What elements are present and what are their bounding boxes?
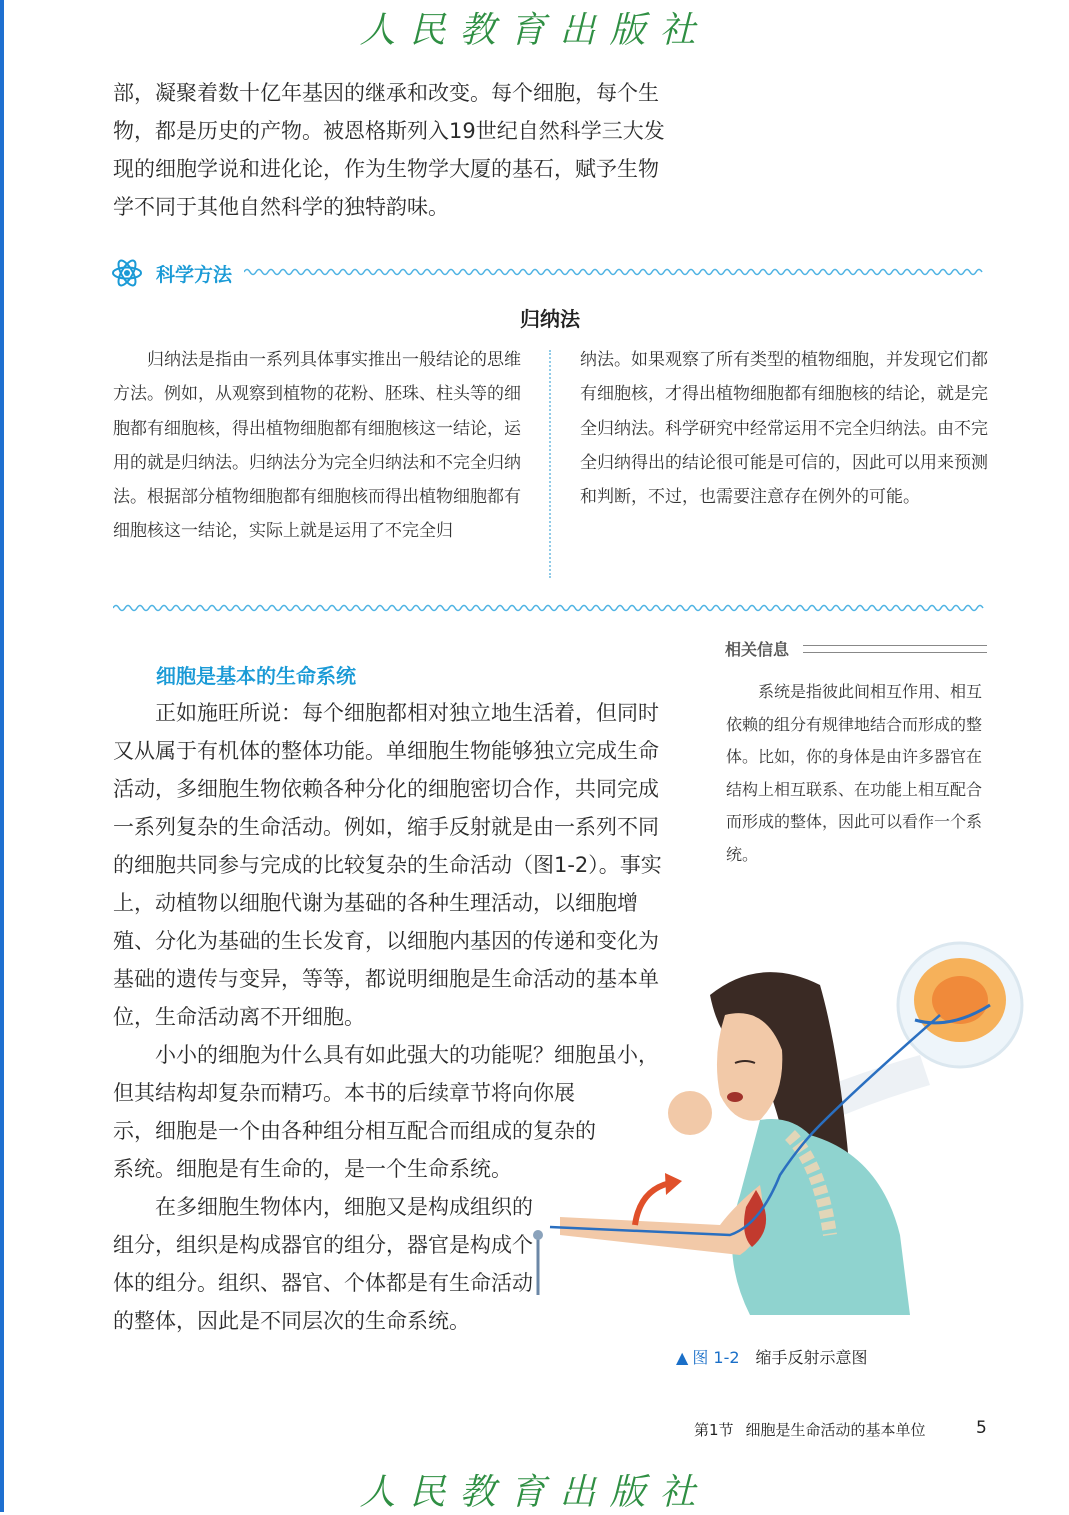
atom-icon [110, 256, 144, 290]
section-paragraph-3: 在多细胞生物体内，细胞又是构成组织的组分，组织是构成器官的组分，器官是构成个体的组分。组织、器官、个体都是有生命活动的整体，因此是不同层次的生命系统。 [113, 1195, 533, 1333]
footer-title: 细胞是生命活动的基本单位 [745, 1421, 926, 1439]
column-divider [549, 350, 551, 578]
footer-section: 第1节 [694, 1421, 734, 1439]
related-info-label: 相关信息 [725, 640, 790, 659]
publisher-watermark-top: 人民教育出版社 [359, 10, 710, 51]
figure-caption [676, 1345, 868, 1368]
section-title: 细胞是基本的生命系统 [156, 664, 356, 688]
page-edge-rule [0, 0, 4, 1512]
figure-title: 缩手反射示意图 [755, 1348, 868, 1367]
method-text-left: 归纳法是指由一系列具体事实推出一般结论的思维方法。例如，从观察到植物的花粉、胚珠、柱头等的细胞都有细胞核，得出植物细胞都有细胞核这一结论，运用的就是归纳法。归纳法分为完全归纳法和不完全归纳法。根据部分植物细胞都有细胞核而得出植物细胞都有细胞核这一结论，实际上就是运用了不完全归 [113, 350, 521, 542]
figure-number: 图 1-2 [692, 1348, 740, 1367]
publisher-watermark-bottom: 人民教育出版社 [359, 1472, 710, 1513]
section-paragraph-2: 但其结构却复杂而精巧。本书的后续章节将向你展示，细胞是一个由各种组分相互配合而组成的复杂的系统。细胞是有生命的，是一个生命系统。 [113, 1081, 596, 1181]
science-method-label: 科学方法 [156, 264, 233, 286]
section-paragraph-2-first-line: 小小的细胞为什么具有如此强大的功能呢？细胞虽小， [113, 1043, 659, 1067]
intro-paragraph: 部，凝聚着数十亿年基因的继承和改变。每个细胞，每个生物，都是历史的产物。被恩格斯列入19世纪自然科学三大发现的细胞学说和进化论，作为生物学大厦的基石，赋予生物学不同于其他自然科学的独特韵味。 [113, 81, 665, 219]
triangle-marker-icon: ▲ [676, 1348, 689, 1367]
related-info-rule [803, 645, 987, 653]
related-info-text: 系统是指彼此间相互作用、相互依赖的组分有规律地结合而形成的整体。比如，你的身体是由许多器官在结构上相互联系、在功能上相互配合而形成的整体，因此可以看作一个系统。 [726, 682, 983, 864]
related-info-header [725, 636, 987, 660]
reflex-illustration [520, 935, 1040, 1335]
wave-divider-top [244, 266, 986, 278]
science-method-header [110, 256, 990, 290]
section-paragraph-1: 正如施旺所说：每个细胞都相对独立地生活着，但同时又从属于有机体的整体功能。单细胞生物能够独立完成生命活动，多细胞生物依赖各种分化的细胞密切合作，共同完成一系列复杂的生命活动。例如，缩手反射就是由一系列不同的细胞共同参与完成的比较复杂的生命活动（图1-2）。事实上，动植物以细胞代谢为基础的各种生理活动，以细胞增殖、分化为基础的生长发育，以细胞内基因的传递和变化为基础的遗传与变异，等等，都说明细胞是生命活动的基本单位，生命活动离不开细胞。 [113, 701, 662, 1029]
method-text-right: 纳法。如果观察了所有类型的植物细胞，并发现它们都有细胞核，才得出植物细胞都有细胞核的结论，就是完全归纳法。科学研究中经常运用不完全归纳法。由不完全归纳得出的结论很可能是可信的，因此可以用来预测和判断，不过，也需要注意存在例外的可能。 [580, 350, 988, 508]
method-heading: 归纳法 [520, 307, 580, 331]
page-number: 5 [976, 1418, 987, 1438]
running-footer [694, 1419, 926, 1440]
wave-divider-bottom [113, 602, 989, 614]
